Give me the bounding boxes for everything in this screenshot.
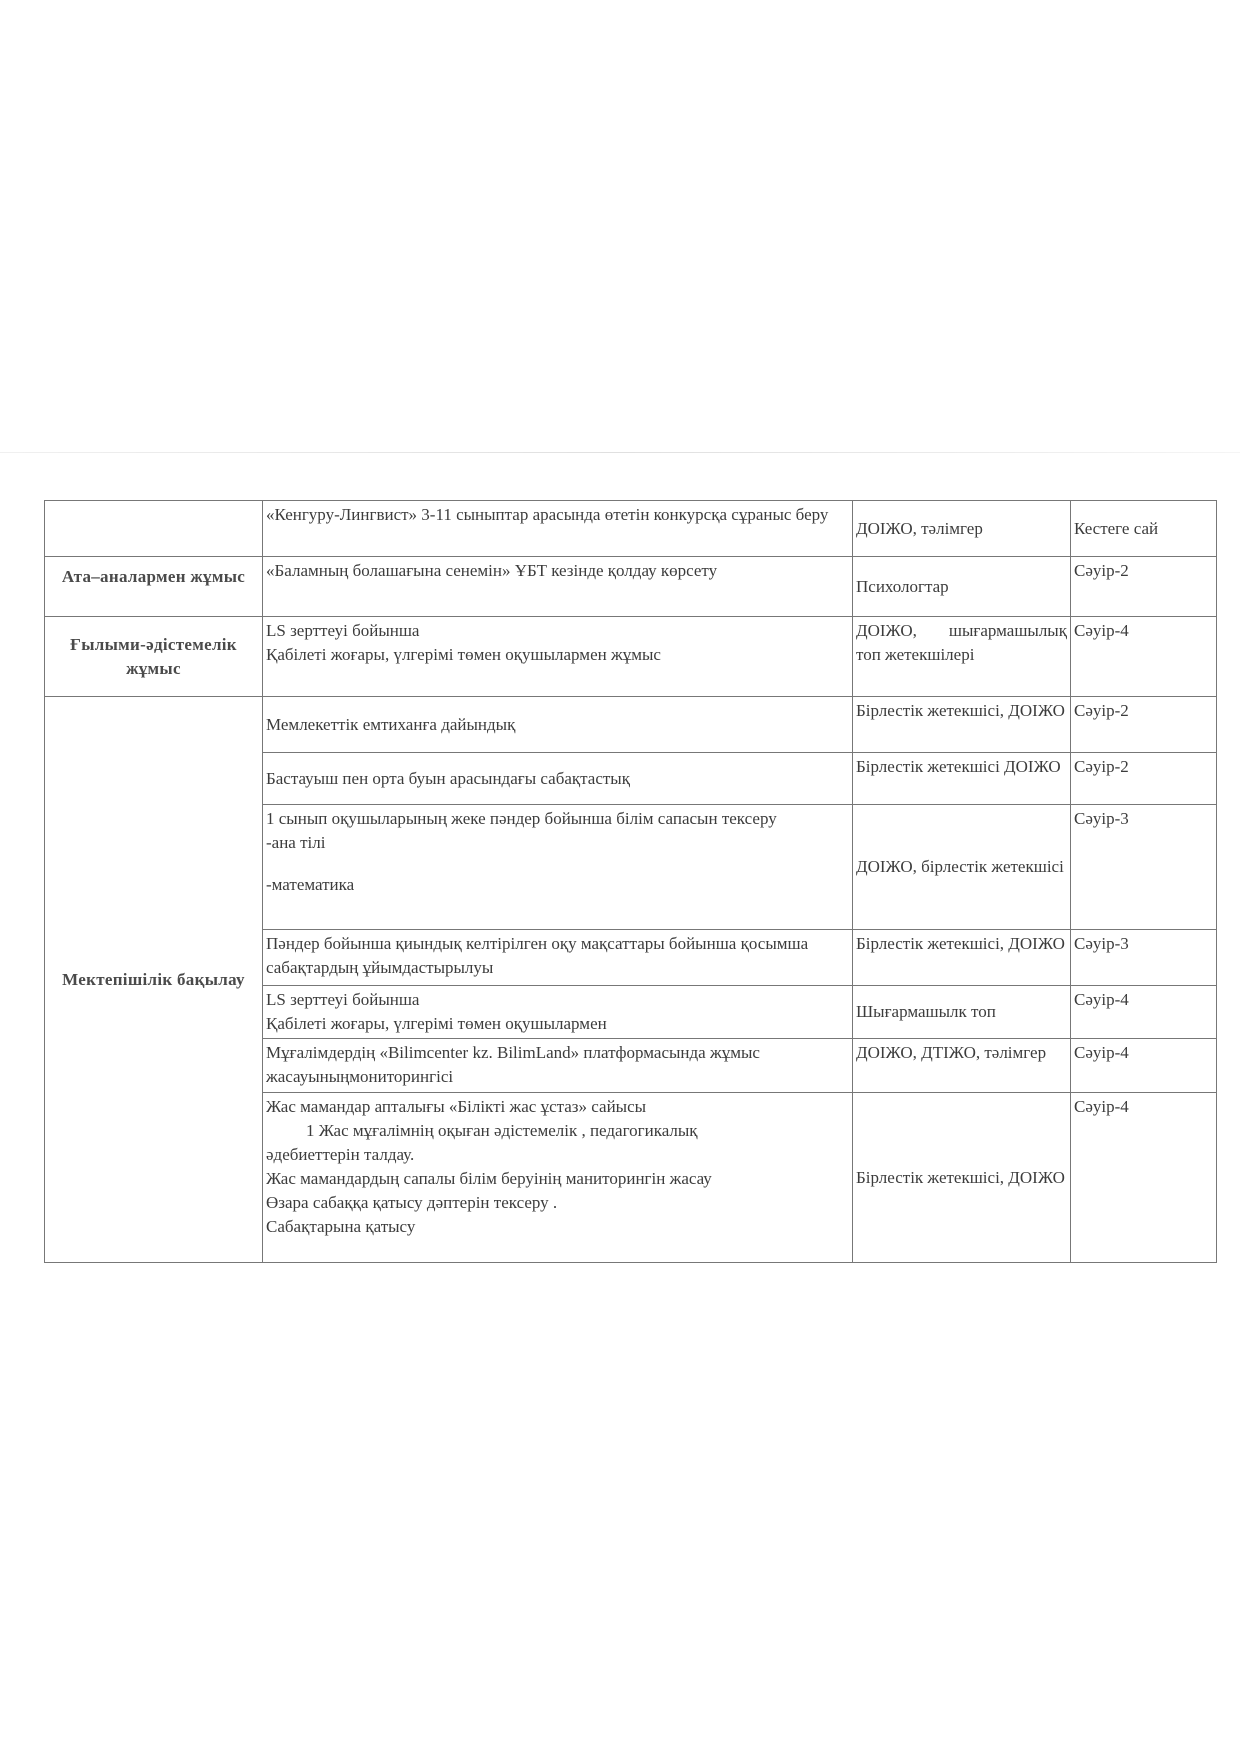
date-cell — [1071, 986, 1217, 1039]
responsible-text: Шығармашылк топ — [856, 1002, 996, 1021]
date-text: Сәуір-4 — [1074, 990, 1129, 1009]
section-parents-work — [45, 557, 263, 617]
responsible-text: ДОІЖО, бірлестік жетекшісі — [856, 857, 1064, 876]
responsible-cell — [853, 557, 1071, 617]
section-methodical-work — [45, 617, 263, 697]
activity-text-line: Жас мамандар апталығы «Білікті жас ұстаз» сайысы — [266, 1097, 647, 1116]
plan-table — [44, 500, 1217, 1263]
responsible-text: Бірлестік жетекшісі, ДОІЖО — [856, 934, 1065, 953]
activity-cell — [263, 930, 853, 986]
date-cell — [1071, 1093, 1217, 1263]
responsible-cell — [853, 753, 1071, 805]
date-text: Сәуір-4 — [1074, 1097, 1129, 1116]
activity-cell — [263, 1093, 853, 1263]
activity-text: «Баламның болашағына сенемін» ҰБТ кезінде қолдау көрсету — [266, 561, 718, 580]
responsible-text: ДОІЖО, тәлімгер — [856, 518, 983, 538]
date-text: Сәуір-2 — [1074, 701, 1129, 720]
responsible-text: Бірлестік жетекшісі, ДОІЖО — [856, 701, 1065, 720]
activity-cell — [263, 1039, 853, 1093]
date-text: Сәуір-4 — [1074, 1043, 1129, 1062]
section-label: Ғылыми-әдістемелік жұмыс — [70, 634, 237, 678]
activity-text-line: LS зерттеуі бойынша — [266, 621, 420, 640]
section-internal-control — [45, 697, 263, 1263]
activity-cell — [263, 697, 853, 753]
responsible-cell — [853, 501, 1071, 557]
section-cell-empty — [45, 501, 263, 557]
plan-table-container — [44, 500, 1224, 1263]
activity-text-line: Өзара сабаққа қатысу дәптерін тексеру . — [266, 1193, 558, 1212]
activity-text: «Кенгуру-Лингвист» 3-11 сыныптар арасында өтетін конкурсқа сұраныс беру — [266, 505, 829, 524]
date-cell — [1071, 697, 1217, 753]
scan-edge-line — [0, 452, 1240, 453]
date-text: Сәуір-4 — [1074, 621, 1129, 640]
activity-text-line: Жас мамандардың сапалы білім беруінің маниторингін жасау — [266, 1169, 712, 1188]
section-label: Мектепішілік бақылау — [62, 969, 245, 989]
responsible-text: Бірлестік жетекшісі, ДОІЖО — [856, 1167, 1065, 1187]
date-cell — [1071, 805, 1217, 930]
activity-text: Мұғалімдердің «Bilimcenter kz. BilimLand» платформасында жұмыс жасауыныңмониторингісі — [266, 1043, 760, 1086]
responsible-text: Психологтар — [856, 576, 949, 596]
activity-text-line: LS зерттеуі бойынша — [266, 990, 420, 1009]
date-cell — [1071, 557, 1217, 617]
table-row — [45, 617, 1217, 697]
date-text: Сәуір-2 — [1074, 561, 1129, 580]
activity-cell — [263, 501, 853, 557]
responsible-cell — [853, 986, 1071, 1039]
responsible-text: ДОІЖО, ДТІЖО, тәлімгер — [856, 1043, 1047, 1062]
date-text: Сәуір-3 — [1074, 934, 1129, 953]
activity-text: Мемлекеттік емтиханға дайындық — [266, 714, 516, 734]
activity-text-line: әдебиеттерін талдау. — [266, 1145, 415, 1164]
section-label: Ата–аналармен жұмыс — [61, 567, 246, 586]
date-cell — [1071, 501, 1217, 557]
date-text: Сәуір-3 — [1074, 809, 1129, 828]
activity-text-line: -ана тілі — [266, 833, 326, 852]
date-cell — [1071, 1039, 1217, 1093]
date-cell — [1071, 617, 1217, 697]
activity-text: Пәндер бойынша қиындық келтірілген оқу мақсаттары бойынша қосымша сабақтардың ұйымдастырылуы — [266, 934, 809, 977]
date-cell — [1071, 930, 1217, 986]
activity-cell — [263, 617, 853, 697]
responsible-cell — [853, 930, 1071, 986]
responsible-cell — [853, 805, 1071, 930]
activity-text: Бастауыш пен орта буын арасындағы сабақтастық — [266, 768, 630, 788]
activity-text-line: 1 сынып оқушыларының жеке пәндер бойынша білім сапасын тексеру — [266, 809, 777, 828]
activity-cell — [263, 753, 853, 805]
activity-text-line: Қабілеті жоғары, үлгерімі төмен оқушылармен — [266, 1014, 607, 1033]
activity-text-line: 1 Жас мұғалімнің оқыған әдістемелік , педагогикалық — [306, 1121, 698, 1140]
activity-cell — [263, 805, 853, 930]
responsible-text: Бірлестік жетекшісі ДОІЖО — [856, 757, 1061, 776]
date-text: Кестеге сай — [1074, 518, 1159, 538]
responsible-cell — [853, 1093, 1071, 1263]
activity-text-line: Қабілеті жоғары, үлгерімі төмен оқушылармен жұмыс — [266, 645, 661, 664]
activity-cell — [263, 986, 853, 1039]
responsible-cell — [853, 617, 1071, 697]
activity-text-line: -математика — [266, 875, 355, 894]
date-cell — [1071, 753, 1217, 805]
table-row — [45, 501, 1217, 557]
activity-text-line: Сабақтарына қатысу — [266, 1217, 416, 1236]
responsible-cell — [853, 1039, 1071, 1093]
table-row — [45, 557, 1217, 617]
table-row — [45, 697, 1217, 753]
date-text: Сәуір-2 — [1074, 757, 1129, 776]
responsible-cell — [853, 697, 1071, 753]
activity-cell — [263, 557, 853, 617]
responsible-text: ДОІЖО, шығармашылық топ жетекшілері — [856, 621, 1067, 664]
